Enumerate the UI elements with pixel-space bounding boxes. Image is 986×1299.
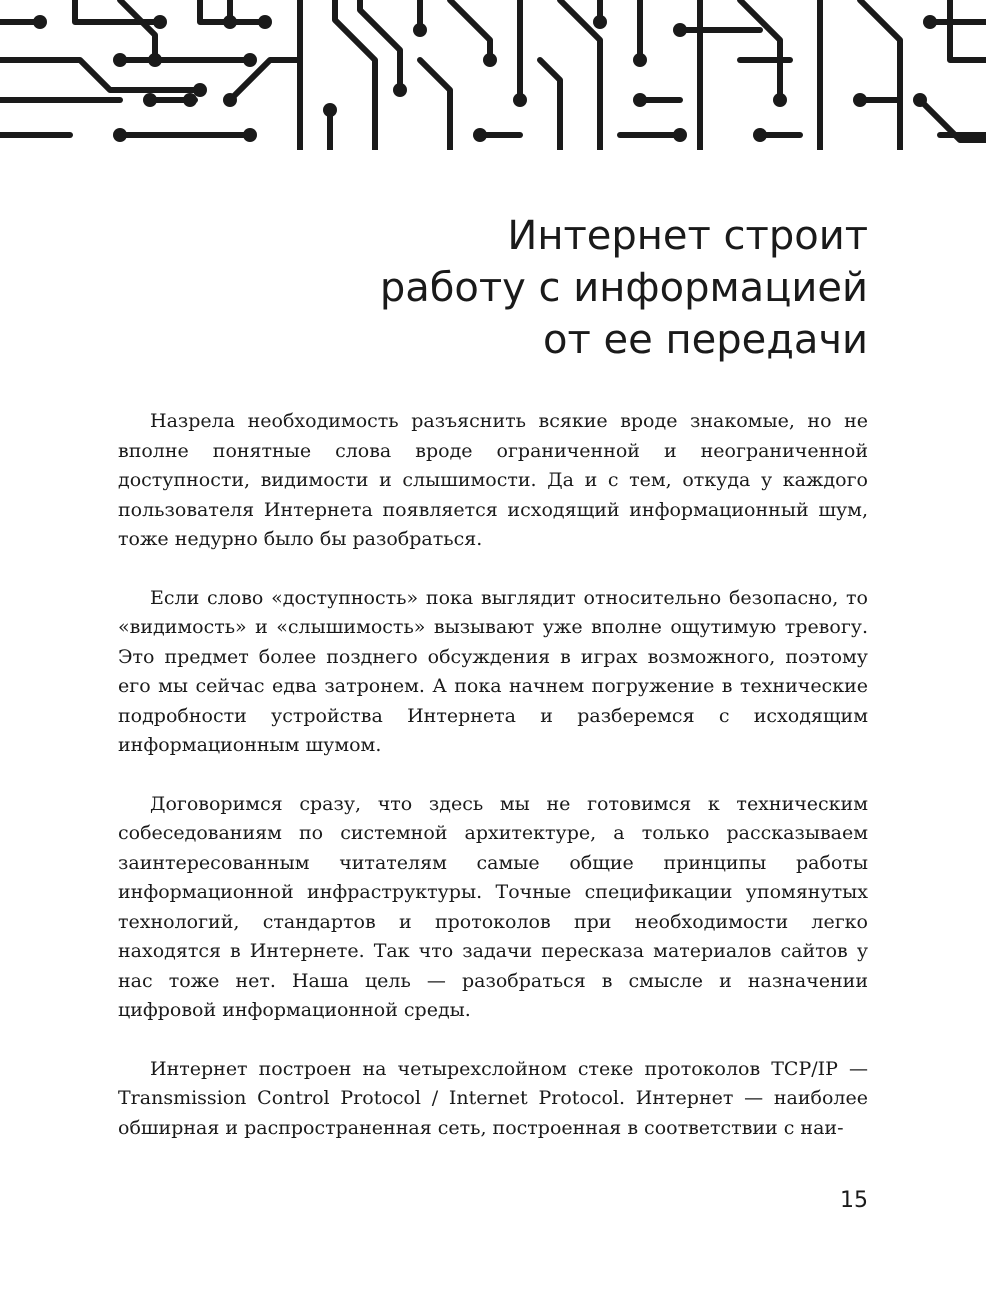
- paragraph: Если слово «доступность» пока выглядит относительно безопасно, то «видимость» и «слышимость» вызывают уже вполне ощутимую тревогу. Это предмет более позднего обсуждения в играх возможного, поэтому его мы сейчас едва затронем. А пока начнем погружение в технические подробности устройства Интернета и разберемся с исходящим информационным шумом.: [118, 586, 868, 756]
- chapter-title-line: от ее передачи: [543, 317, 868, 363]
- chapter-title: [168, 210, 868, 366]
- circuit-board-decoration: [0, 0, 986, 150]
- paragraph: Назрела необходимость разъяснить всякие вроде знакомые, но не вполне понятные слова вроде ограниченной и неограниченной доступности, видимости и слышимости. Да и с тем, откуда у каждого пользователя Интернета появляется исходящий информационный шум, тоже недурно было бы разобраться.: [118, 410, 868, 550]
- body-text: [118, 407, 868, 1172]
- paragraph: Интернет построен на четырехслойном стеке протоколов TCP/IP — Transmission Control Protocol / Internet Protocol. Интернет — наиболее обширная и распространенная сеть, построенная в соответствии с наи-: [118, 1057, 868, 1139]
- paragraph: Договоримся сразу, что здесь мы не готовимся к техническим собеседованиям по системной архитектуре, а только рассказываем заинтересованным читателям самые общие принципы работы информационной инфраструктуры. Точные спецификации упомянутых технологий, стандартов и протоколов при необходимости легко находятся в Интернете. Так что задачи пересказа материалов сайтов у нас тоже нет. Наша цель — разобраться в смысле и назначении цифровой информационной среды.: [118, 792, 868, 1021]
- chapter-title-line: работу с информацией: [379, 265, 868, 311]
- chapter-title-line: Интернет строит: [507, 213, 868, 259]
- page-number: 15: [840, 1188, 868, 1213]
